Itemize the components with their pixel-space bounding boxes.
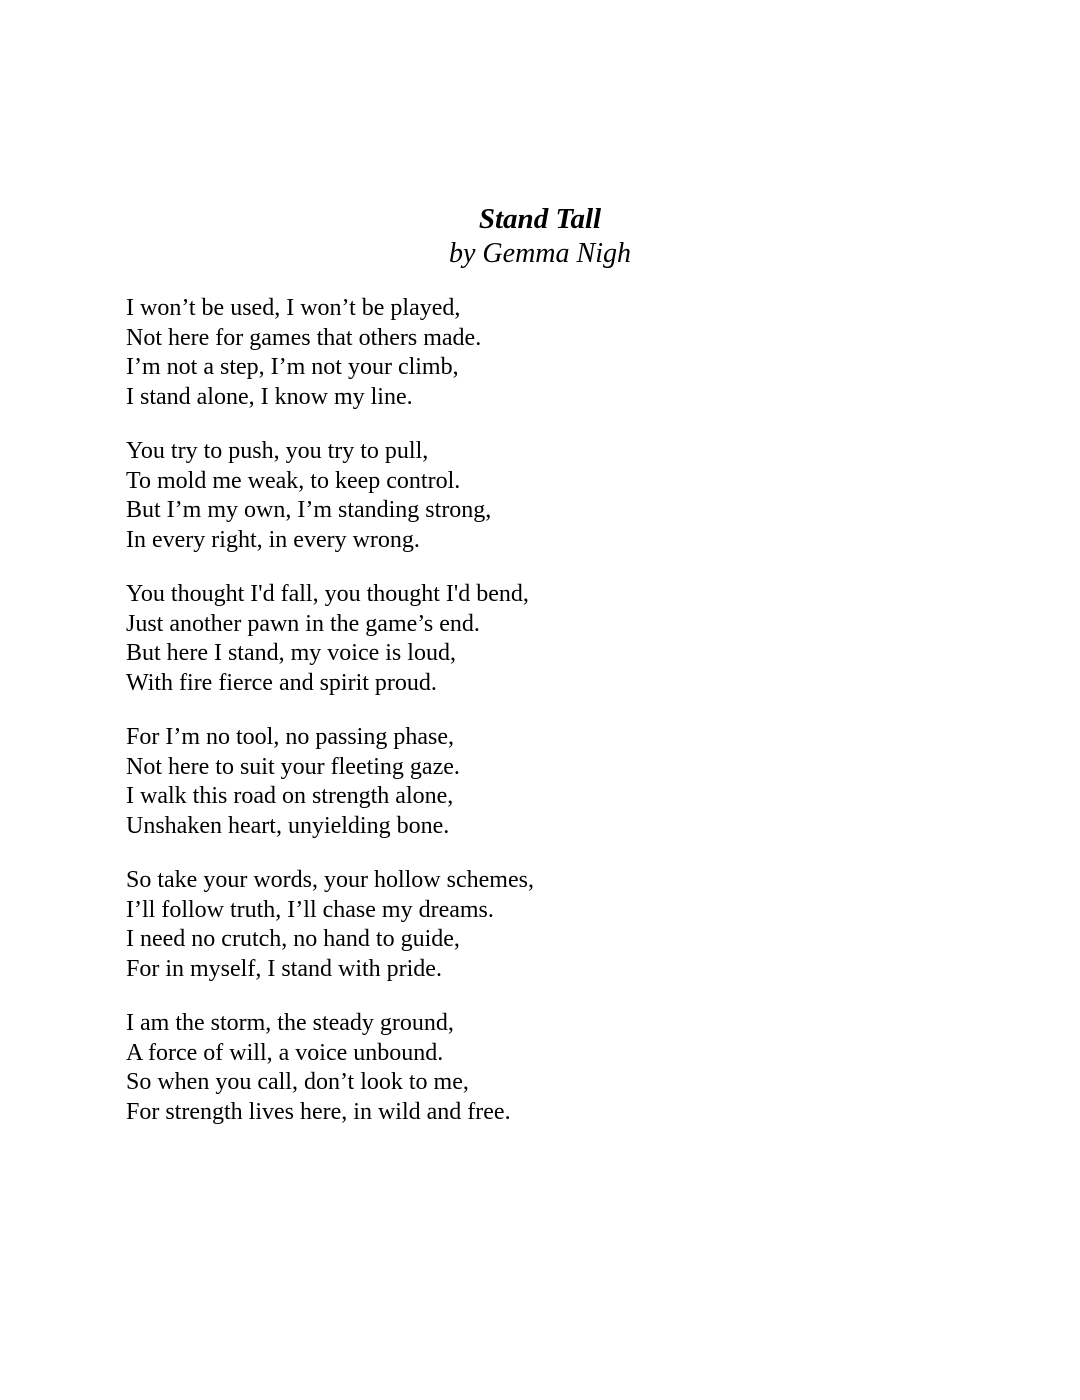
stanza — [126, 294, 826, 412]
poem-line: Just another pawn in the game’s end. — [126, 610, 480, 637]
poem-line: I need no crutch, no hand to guide, — [126, 926, 460, 952]
poem-line: With fire fierce and spirit proud. — [126, 669, 437, 696]
poem-line: But I’m my own, I’m standing strong, — [126, 497, 492, 523]
poem-line: I won’t be used, I won’t be played, — [126, 295, 461, 321]
poem-line: For in myself, I stand with pride. — [126, 955, 442, 982]
poem-line: For I’m no tool, no passing phase, — [126, 724, 454, 750]
stanza — [126, 1009, 826, 1127]
poem-line: I stand alone, I know my line. — [126, 383, 413, 410]
poem-line: Not here to suit your fleeting gaze. — [126, 753, 460, 780]
poem-line: So take your words, your hollow schemes, — [126, 867, 534, 893]
poem-line: Not here for games that others made. — [126, 324, 482, 351]
poem-line: In every right, in every wrong. — [126, 526, 420, 553]
poem-line: You try to push, you try to pull, — [126, 438, 429, 464]
poem-line: For strength lives here, in wild and free. — [126, 1098, 511, 1125]
poem-line: I’m not a step, I’m not your climb, — [126, 354, 459, 380]
poem-line: I walk this road on strength alone, — [126, 783, 454, 809]
poem-line: You thought I'd fall, you thought I'd bend, — [126, 581, 529, 607]
poem-title: Stand Tall — [478, 203, 602, 235]
stanza — [126, 580, 826, 698]
poem-line: Unshaken heart, unyielding bone. — [126, 812, 450, 839]
stanza — [126, 723, 826, 841]
stanza — [126, 437, 826, 555]
poem-body — [126, 294, 826, 1152]
poem-line: So when you call, don’t look to me, — [126, 1069, 469, 1095]
poem-line: To mold me weak, to keep control. — [126, 467, 461, 494]
poem-line: I am the storm, the steady ground, — [126, 1010, 454, 1036]
poem-line: A force of will, a voice unbound. — [126, 1039, 444, 1066]
poem-line: But here I stand, my voice is loud, — [126, 640, 456, 666]
stanza — [126, 866, 826, 984]
poem-author: by Gemma Nigh — [449, 238, 631, 269]
poem-line: I’ll follow truth, I’ll chase my dreams. — [126, 896, 494, 923]
